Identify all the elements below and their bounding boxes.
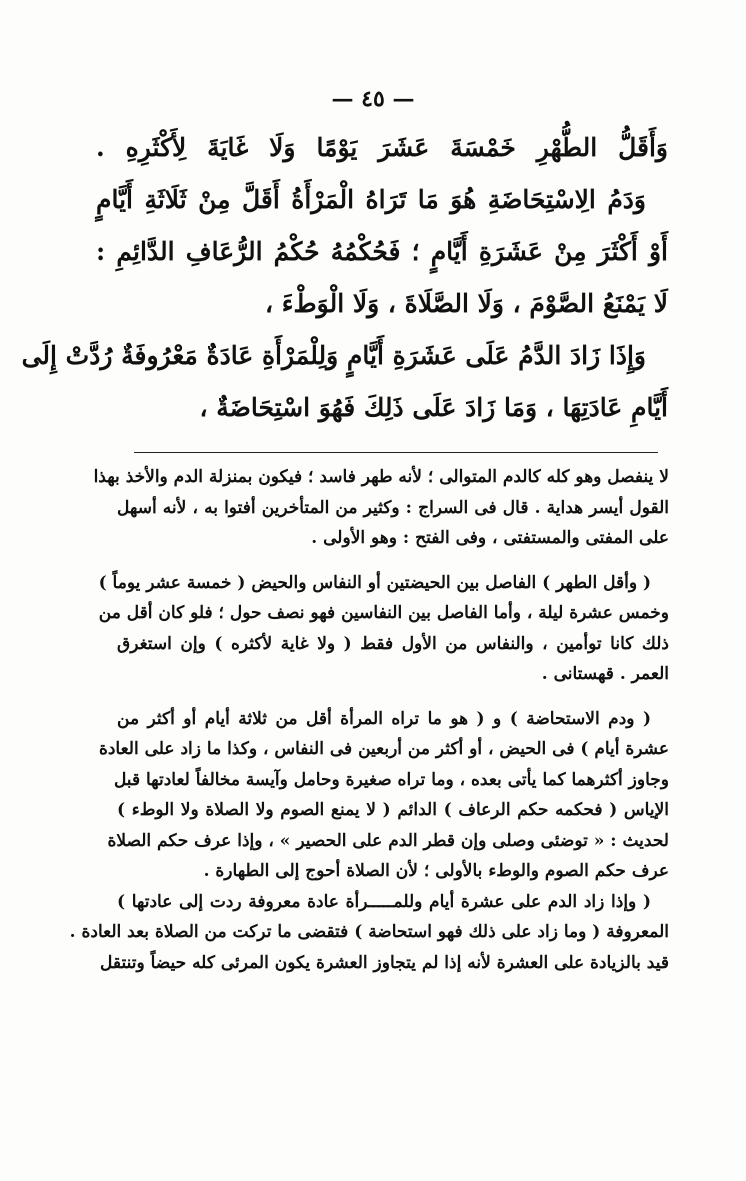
paragraph-gap [117, 690, 669, 704]
main-text-line: لَا يَمْنَعُ الصَّوْمَ ، وَلَا الصَّلَاةَ ، وَلَا الْوَطْءَ ، [265, 289, 668, 318]
commentary-line: على المفتى والمستفتى ، وفى الفتح : وهو الأولى . [311, 528, 669, 548]
commentary-paragraph [93, 462, 669, 554]
commentary-line: الإياس ( فحكمه حكم الرعاف ) الدائم ( لا يمنع الصوم ولا الصلاة ولا الوطء ) [117, 800, 669, 820]
main-text-line: وَدَمُ الِاسْتِحَاضَةِ هُوَ مَا تَرَاهُ الْمَرْأَةُ أَقَلَّ مِنْ ثَلَاثَةِ أَيَّامٍ [96, 185, 646, 214]
commentary-block [69, 462, 669, 978]
commentary-line: ( وأقل الطهر ) الفاصل بين الحيضتين أو النفاس والحيض ( خمسة عشر يوماً ) [98, 572, 651, 593]
commentary-paragraph [69, 887, 669, 979]
commentary-line: عشرة أيام ) فى الحيض ، أو أكثر من أربعين فى النفاس ، وكذا ما زاد على العادة [98, 739, 669, 759]
commentary-line: لحديث : « توضئى وصلى وإن قطر الدم على الحصير » ، وإذا عرف حكم الصلاة [107, 830, 669, 851]
commentary-line: قيد بالزيادة على العشرة لأنه إذا لم يتجاوز العشرة يكون المرئى كله حيضاً وتنتقل [100, 952, 669, 973]
main-text-line: وَأَقَلُّ الطُّهْرِ خَمْسَةَ عَشَرَ يَوْمًا وَلَا غَايَةَ لِأَكْثَرِهِ . [96, 133, 668, 162]
paragraph-gap [117, 554, 669, 568]
commentary-line: العمر . قهستانى . [541, 664, 669, 684]
commentary-paragraph [98, 704, 669, 887]
commentary-line: عرف حكم الصوم والوطء بالأولى ؛ لأن الصلاة أحوج إلى الطهارة . [203, 861, 669, 881]
separator-rule [134, 452, 658, 453]
commentary-line: ذلك كانا توأمين ، والنفاس من الأول فقط ( ولا غاية لأكثره ) وإن استغرق [117, 633, 669, 654]
main-text-line: وَإِذَا زَادَ الدَّمُ عَلَى عَشَرَةِ أَيَّامٍ وَلِلْمَرْأَةِ عَادَةٌ مَعْرُوفَةٌ رُدَّتْ إِلَى [21, 341, 646, 370]
commentary-line: المعروفة ( وما زاد على ذلك فهو استحاضة ) فتقضى ما تركت من الصلاة بعد العادة . [69, 922, 669, 942]
page-number: — ٤٥ — [331, 86, 415, 112]
main-text-line: أَيَّامِ عَادَتِهَا ، وَمَا زَادَ عَلَى ذَلِكَ فَهُوَ اسْتِحَاضَةٌ ، [199, 393, 668, 422]
commentary-paragraph [98, 568, 669, 690]
commentary-line: ( وإذا زاد الدم على عشرة أيام وللمـــــرأة عادة معروفة ردت إلى عادتها ) [117, 891, 651, 912]
commentary-line: ( ودم الاستحاضة ) و ( هو ما تراه المرأة أقل من ثلاثة أيام أو أكثر من [117, 708, 651, 729]
commentary-line: القول أيسر هداية . قال فى السراج : وكثير من المتأخرين أفتوا به ، لأنه أسهل [117, 497, 669, 518]
commentary-line: وجاوز أكثرهما كما يأتى بعده ، وما تراه صغيرة وحامل وآيسة مخالفاً لعادتها قبل [113, 769, 669, 790]
commentary-line: لا ينفصل وهو كله كالدم المتوالى ؛ لأنه طهر فاسد ؛ فيكون بمنزلة الدم والأخذ بهذا [93, 467, 669, 487]
main-text-line: أَوْ أَكْثَرَ مِنْ عَشَرَةِ أَيَّامٍ ؛ فَحُكْمُهُ حُكْمُ الرُّعَافِ الدَّائِمِ : [96, 237, 668, 266]
main-text-block [21, 122, 668, 434]
commentary-line: وخمس عشرة ليلة ، وأما الفاصل بين النفاسين فهو نصف حول ؛ فلو كان أقل من [98, 603, 669, 623]
